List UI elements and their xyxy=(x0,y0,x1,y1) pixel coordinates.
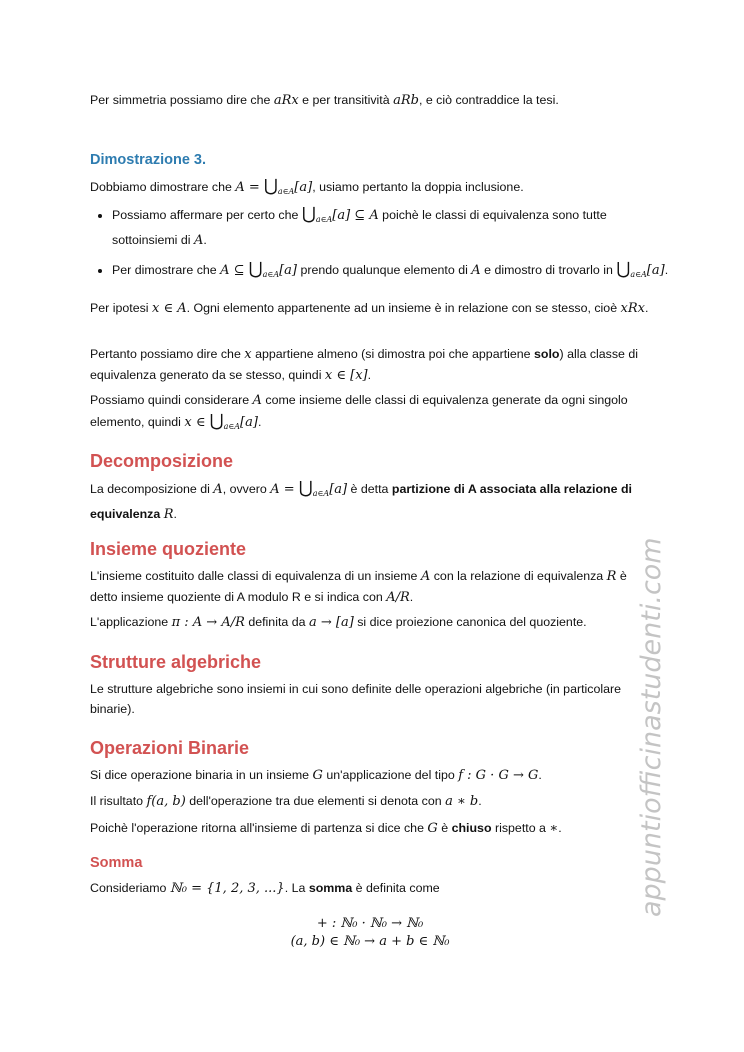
paragraph-quoziente xyxy=(90,566,650,608)
text: un'applicazione del tipo xyxy=(322,768,459,782)
text: con la relazione di equivalenza xyxy=(430,569,607,583)
text: . xyxy=(645,301,649,315)
math: R xyxy=(606,569,617,584)
heading-dimostrazione-3: Dimostrazione 3. xyxy=(90,152,207,168)
subscript: a∈A xyxy=(277,187,295,196)
bold-text: chiuso xyxy=(451,821,492,835)
math: A/R xyxy=(386,590,410,605)
text: si dice proiezione canonica del quoziente. xyxy=(353,615,587,629)
paragraph-operazione xyxy=(90,765,650,786)
text: Si dice operazione binaria in un insieme xyxy=(90,768,313,782)
text: Dobbiamo dimostrare che xyxy=(90,180,236,194)
text: . Ogni elemento appartenente ad un insieme è in relazione con se stesso, cioè xyxy=(186,301,621,315)
bold-text: somma xyxy=(308,881,353,895)
heading-somma: Somma xyxy=(90,855,143,871)
math: f(a, b) xyxy=(146,794,186,809)
text: , e ciò contraddice la tesi. xyxy=(418,93,559,107)
bold-text: partizione di A associata alla relazione di equivalenza xyxy=(90,482,632,521)
math: A xyxy=(252,393,262,408)
bold-text: solo xyxy=(534,347,560,361)
bullet-list xyxy=(90,204,672,285)
math: x xyxy=(244,347,252,362)
math: R xyxy=(163,507,174,522)
text: e dimostro di trovarlo in xyxy=(480,263,617,277)
paragraph-strutture: Le strutture algebriche sono insiemi in cui sono definite delle operazioni algebriche (in particolare binarie). xyxy=(90,682,622,716)
text: . xyxy=(664,263,669,277)
text: Possiamo affermare per certo che xyxy=(112,208,302,222)
paragraph-proiezione xyxy=(90,612,650,633)
paragraph-decomposizione xyxy=(90,478,650,525)
math: A = xyxy=(270,482,299,497)
text: e per transitività xyxy=(298,93,394,107)
text: Per dimostrare che xyxy=(112,263,221,277)
math: [a] xyxy=(646,263,665,278)
paragraph-dim3-intro xyxy=(90,176,650,202)
union-symbol: ⋃ xyxy=(263,176,278,196)
union-symbol: ⋃ xyxy=(616,259,631,279)
math: A xyxy=(213,482,223,497)
text: , usiamo pertanto la doppia inclusione. xyxy=(312,180,524,194)
watermark-text: appuntiofficinastudenti.com xyxy=(636,537,667,917)
math: aRx xyxy=(273,93,299,108)
text: Possiamo quindi considerare xyxy=(90,393,253,407)
list-item xyxy=(112,204,672,251)
equation-line-1: + : ℕ₀ · ℕ₀ → ℕ₀ xyxy=(316,916,424,931)
math: [a] xyxy=(294,180,313,195)
math: [a] xyxy=(329,482,348,497)
text: Poichè l'operazione ritorna all'insieme di partenza si dice che xyxy=(90,821,428,835)
text: Per simmetria possiamo dire che xyxy=(90,93,274,107)
math: A ⊆ xyxy=(220,263,249,278)
math: A xyxy=(420,569,431,584)
text: . xyxy=(367,368,372,382)
math: ℕ₀ = {1, 2, 3, ...} xyxy=(169,881,285,896)
math: A xyxy=(471,263,481,278)
text: Pertanto possiamo dire che xyxy=(90,347,245,361)
math: G xyxy=(427,821,438,836)
union-symbol: ⋃ xyxy=(209,411,224,431)
paragraph-risultato xyxy=(90,791,650,812)
math: a ∗ b xyxy=(445,794,479,809)
text: L'insieme costituito dalle classi di equivalenza di un insieme xyxy=(90,569,421,583)
math: π : A → A/R xyxy=(171,615,245,630)
text: come insieme delle classi di equivalenza generate da ogni singolo elemento, quindi xyxy=(90,393,628,429)
text: ) alla classe di equivalenza generato da se stesso, quindi xyxy=(90,347,639,382)
heading-decomposizione: Decomposizione xyxy=(90,451,234,471)
subscript: a∈A xyxy=(223,422,241,431)
equation-line-2: (a, b) ∈ ℕ₀ → a + b ∈ ℕ₀ xyxy=(290,934,450,949)
union-symbol: ⋃ xyxy=(248,259,263,279)
text: appartiene almeno (si dimostra poi che appartiene xyxy=(251,347,535,361)
union-symbol: ⋃ xyxy=(298,478,313,498)
subscript: a∈A xyxy=(315,215,333,224)
text: . xyxy=(558,821,562,835)
text: è detta xyxy=(347,482,392,496)
text: rispetto a xyxy=(491,821,550,835)
text: . xyxy=(409,590,414,604)
paragraph-symmetry xyxy=(90,90,650,111)
math: A = xyxy=(235,180,264,195)
text: è definita come xyxy=(352,881,440,895)
paragraph-somma xyxy=(90,878,650,899)
math: a → [a] xyxy=(308,615,354,630)
math: aRb xyxy=(393,93,419,108)
math: x ∈ [x] xyxy=(324,368,368,383)
heading-strutture-algebriche: Strutture algebriche xyxy=(90,652,262,672)
paragraph-pertanto xyxy=(90,344,650,386)
text: . xyxy=(478,794,482,808)
text: Consideriamo xyxy=(90,881,170,895)
heading-insieme-quoziente: Insieme quoziente xyxy=(90,539,247,559)
list-item xyxy=(112,259,672,285)
math: [a] ⊆ A xyxy=(332,208,379,223)
heading-operazioni-binarie: Operazioni Binarie xyxy=(90,738,250,758)
text: Il risultato xyxy=(90,794,147,808)
math: [a] xyxy=(279,263,297,278)
math: x ∈ xyxy=(184,415,210,430)
text: . La xyxy=(284,881,309,895)
math: x ∈ A xyxy=(151,301,187,316)
math: f : G · G → G xyxy=(458,768,539,783)
math: xRx xyxy=(620,301,645,316)
text: dell'operazione tra due elementi si denota con xyxy=(185,794,446,808)
text: . xyxy=(257,415,262,429)
text: . xyxy=(203,233,207,247)
union-symbol: ⋃ xyxy=(301,204,316,224)
text: poichè le classi di equivalenza sono tutte sottoinsiemi di xyxy=(112,208,607,247)
math: ∗ xyxy=(549,821,559,836)
text: è xyxy=(437,821,452,835)
subscript: a∈A xyxy=(630,270,647,279)
text: prendo qualunque elemento di xyxy=(297,263,472,277)
math: [a] xyxy=(240,415,258,430)
subscript: a∈A xyxy=(312,489,330,498)
paragraph-ipotesi xyxy=(90,298,650,319)
subscript: a∈A xyxy=(262,270,280,279)
text: . xyxy=(173,507,177,521)
text: L'applicazione xyxy=(90,615,172,629)
math: A xyxy=(193,233,204,248)
text: è detto insieme quoziente di A modulo R e si indica con xyxy=(90,569,627,604)
text: , ovvero xyxy=(222,482,271,496)
text: La decomposizione di xyxy=(90,482,214,496)
text: Per ipotesi xyxy=(90,301,152,315)
paragraph-chiuso xyxy=(90,818,650,839)
math: G xyxy=(312,768,323,783)
text: . xyxy=(538,768,542,782)
text: definita da xyxy=(244,615,309,629)
paragraph-considerare xyxy=(90,390,650,437)
